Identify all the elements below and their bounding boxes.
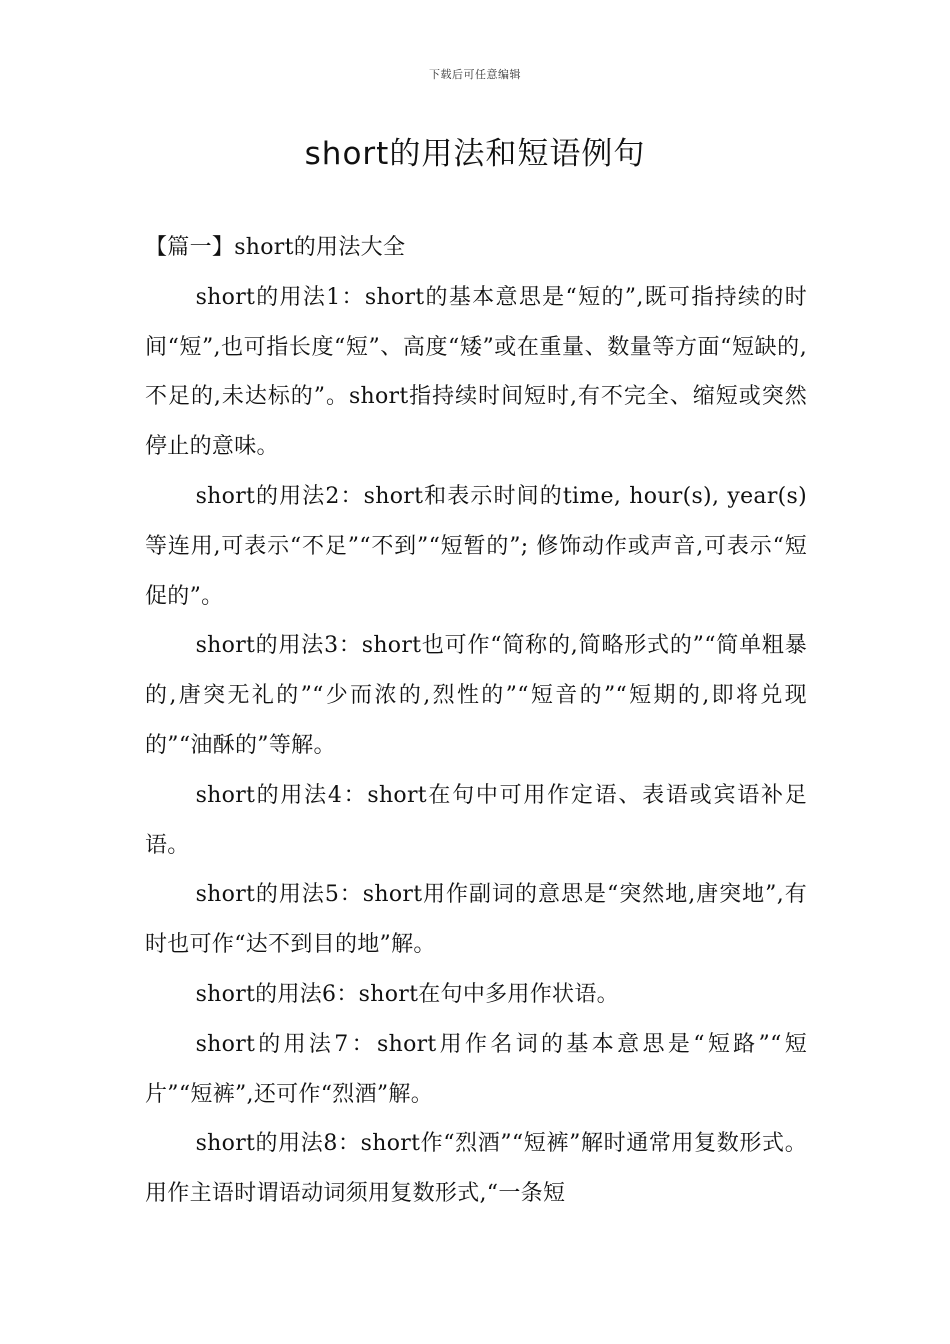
paragraph-usage-4: short的用法4：short在句中可用作定语、表语或宾语补足语。	[145, 782, 807, 858]
section-heading: 【篇一】short的用法大全	[145, 235, 406, 260]
paragraph-usage-3: short的用法3：short也可作“简称的,简略形式的”“简单粗暴的,唐突无礼的”“少而浓的,烈性的”“短音的”“短期的,即将兑现的”“油酥的”等解。	[145, 633, 807, 758]
page-title: short的用法和短语例句	[304, 136, 646, 172]
header-note: 下载后可任意编辑	[429, 68, 521, 81]
paragraph-usage-6: short的用法6：short在句中多用作状语。	[195, 981, 619, 1007]
paragraph-usage-5: short的用法5：short用作副词的意思是“突然地,唐突地”,有时也可作“达不到目的地”解。	[145, 882, 807, 958]
document-body	[145, 223, 807, 1219]
paragraph-usage-7: short的用法7：short用作名词的基本意思是“短路”“短片”“短裤”,还可作“烈酒”解。	[145, 1031, 807, 1107]
paragraph-usage-2: short的用法2：short和表示时间的time, hour(s), year(s)等连用,可表示“不足”“不到”“短暂的”; 修饰动作或声音,可表示“短促的”。	[145, 483, 807, 609]
paragraph-usage-1: short的用法1：short的基本意思是“短的”,既可指持续的时间“短”,也可指长度“短”、高度“矮”或在重量、数量等方面“短缺的,不足的,未达标的”。short指持续时间短时,有不完全、缩短或突然停止的意味。	[145, 284, 807, 460]
paragraph-usage-8: short的用法8：short作“烈酒”“短裤”解时通常用复数形式。用作主语时谓语动词须用复数形式,“一条短	[145, 1131, 807, 1207]
